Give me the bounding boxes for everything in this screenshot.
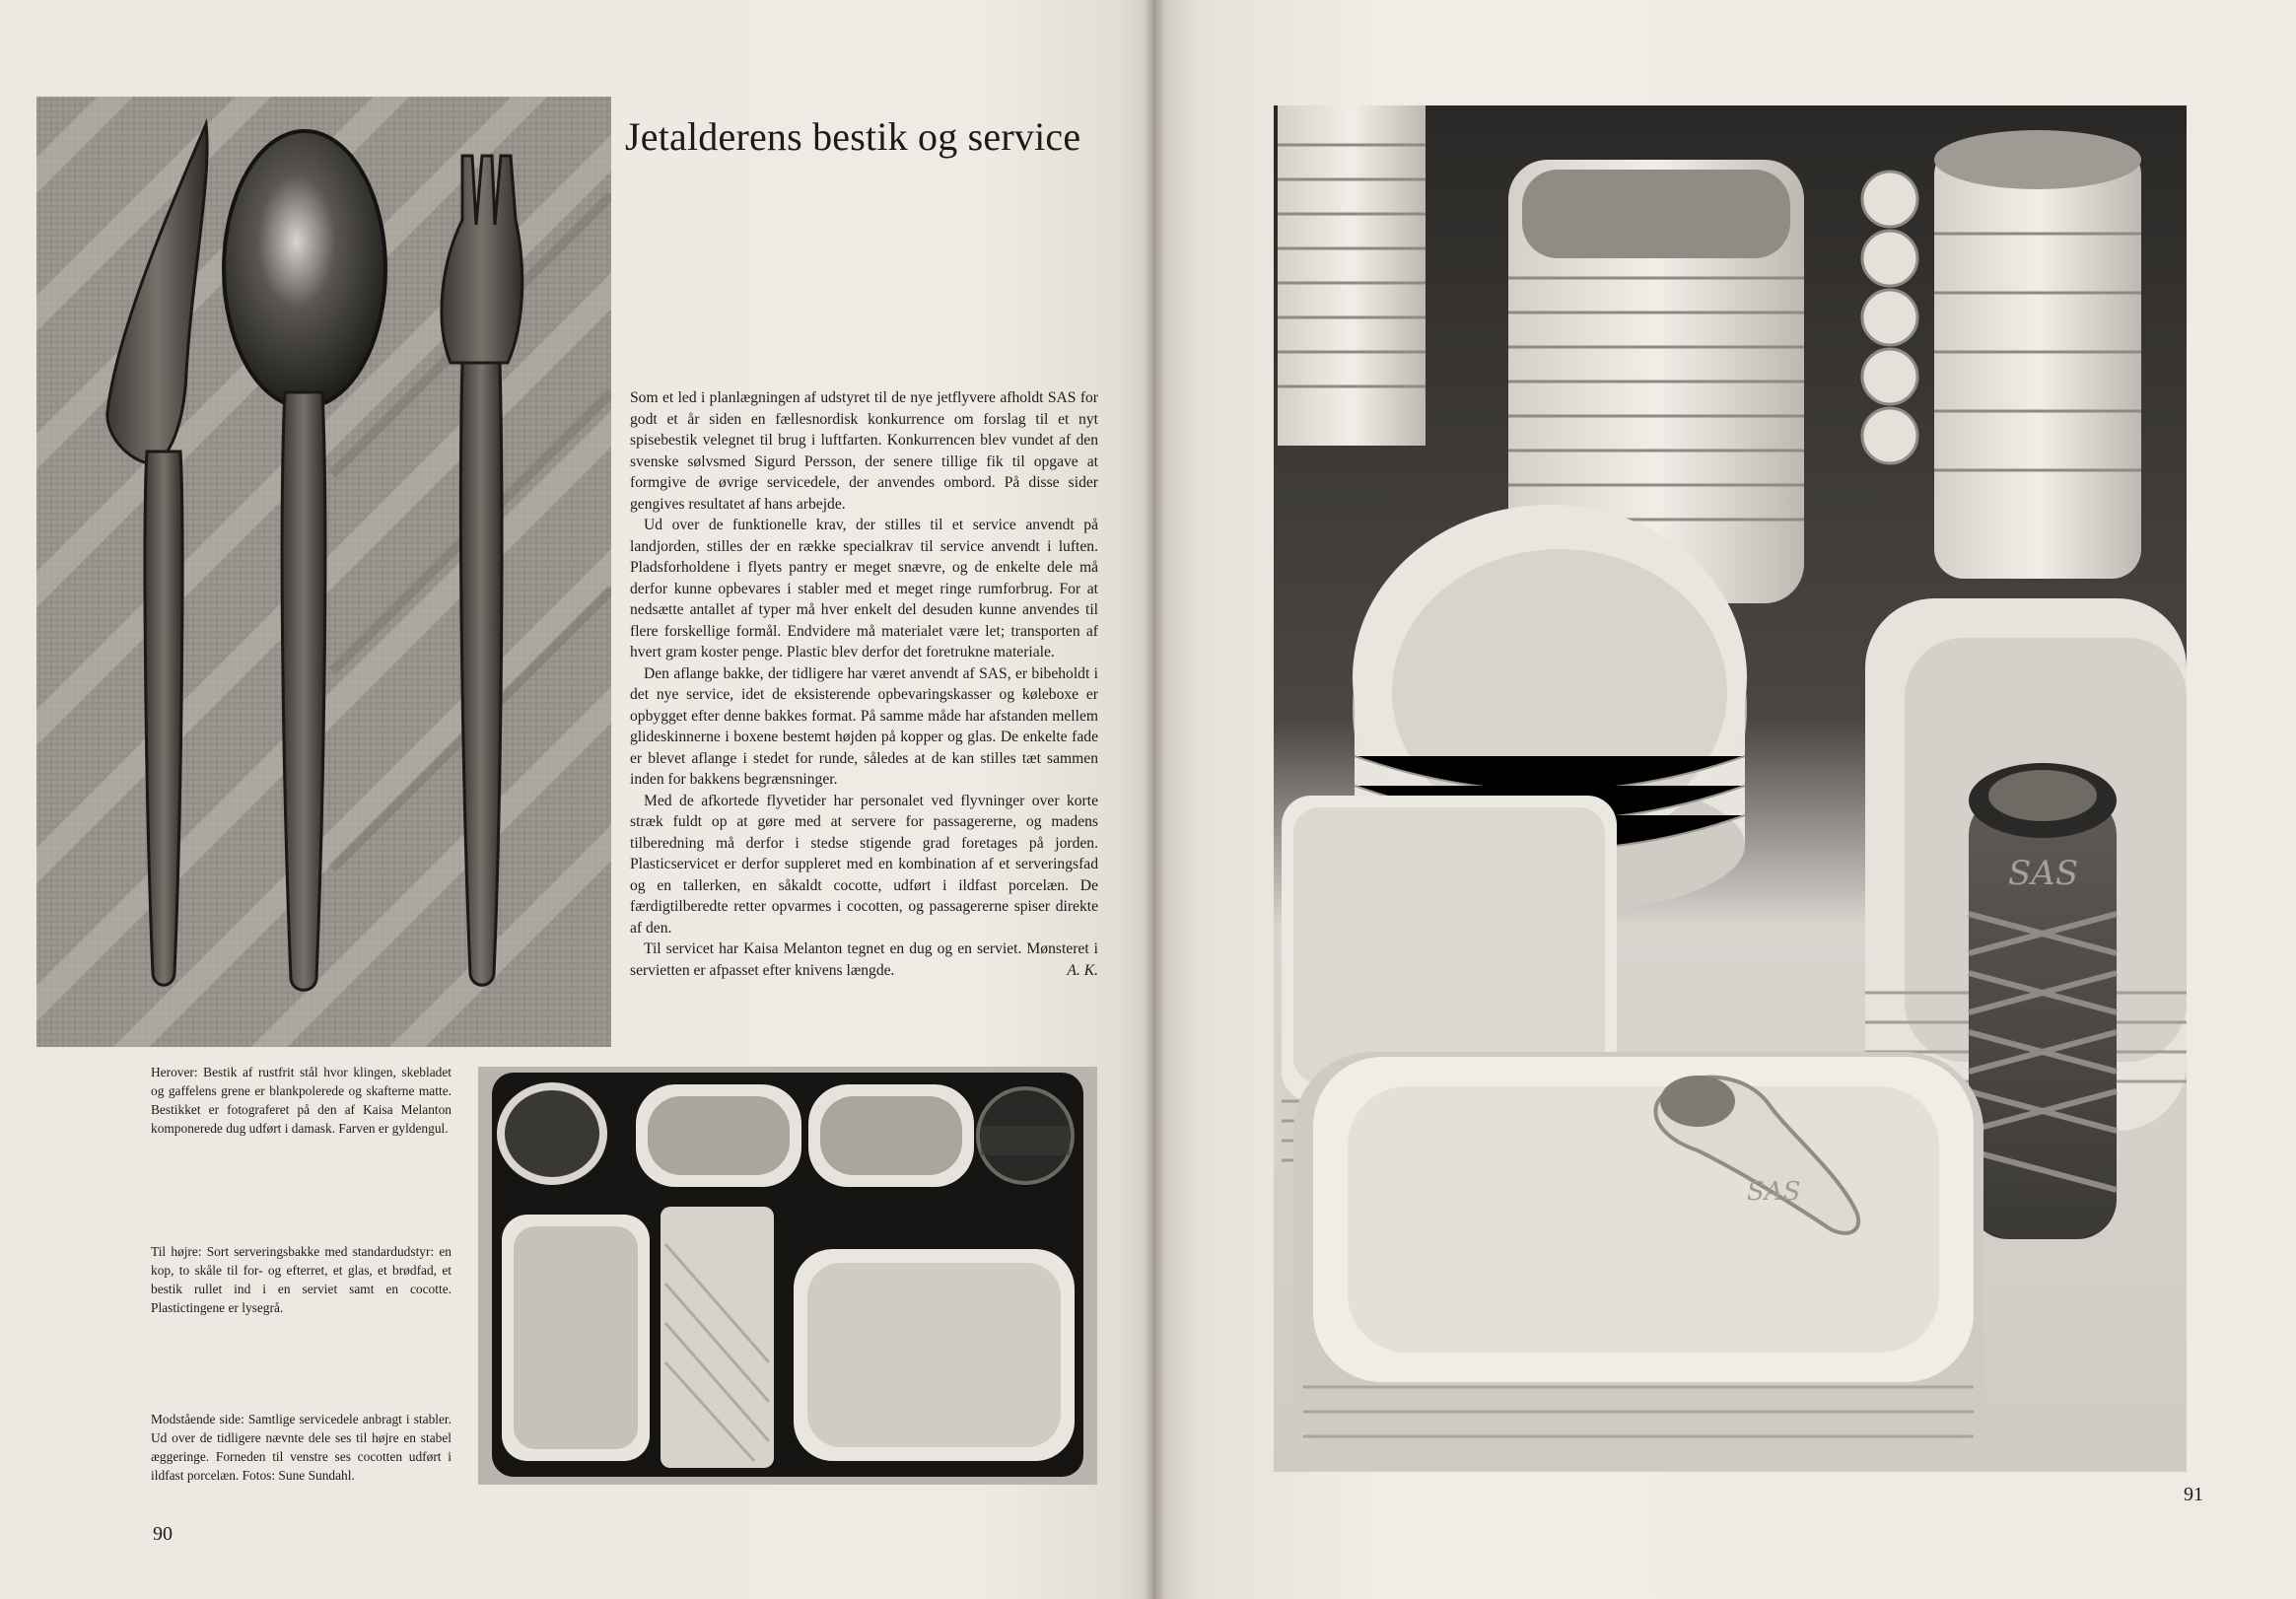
caption-tray: Til højre: Sort serveringsbakke med standardudstyr: en kop, to skåle til for- og efterret, et glas, et brødfad, et bestik rullet ind i en serviet samt en cocotte. Plastictingene er lysegrå.: [151, 1244, 452, 1315]
article-paragraph-text: Til servicet har Kaisa Melanton tegnet en dug og en serviet. Mønsteret i servietten er afpasset efter knivens længde.: [630, 940, 1098, 979]
sas-logo-ring: SAS: [2008, 854, 2079, 893]
article-paragraph: Ud over de funktionelle krav, der stilles til et service anvendt på landjorden, stilles der en række specialkrav til service anvendt i luften. Pladsforholdene i flyets pantry er meget snævre, og de enkelte dele må derfor kunne opbevares i stabler med et meget ringe rumforbrug. For at nedsætte antallet af typer må hver enkelt del desuden kunne anvendes til flere forskellige formål. Endvidere må materialet være let; transporten af hvert gram koster penge. Plastic blev derfor det foretrukne materiale.: [630, 517, 1098, 660]
article-paragraph: Med de afkortede flyvetider har personalet ved flyvninger over korte stræk fuldt op at gøre med at servere for passagererne, og madens tilberedning må derfor i stedse stigende grad foretages på jorden. Plasticservicet er derfor suppleret med en kombination af et serveringsfad og en tallerken, en såkaldt cocotte, udført i ildfast porcelæn. De færdigtilberedte retter opvarmes i cocotten, og passagererne spiser direkte af den.: [630, 792, 1098, 937]
page-number-left: 90: [153, 1523, 173, 1545]
article-paragraph: [630, 939, 1098, 981]
article-title: Jetalderens bestik og service: [625, 113, 1081, 159]
sas-logo-cocotte: SAS: [1747, 1177, 1801, 1207]
article-paragraph: Den aflange bakke, der tidligere har været anvendt af SAS, er bibeholdt i det nye service, idet de eksisterende opbevaringskasser og køleboxe er opbygget efter denne bakkes format. På samme måde har afstanden mellem glideskinnerne i boxene bestemt højden på kopper og glas. De enkelte fade er blevet aflange i stedet for runde, således at de kan stilles tæt sammen inden for bakkens begrænsninger.: [630, 664, 1098, 788]
cutlery-photo: [36, 97, 611, 1047]
author-signoff: A. K.: [1067, 961, 1098, 979]
caption-stacks: Modstående side: Samtlige servicedele anbragt i stabler. Ud over de tidligere nævnte dele ses til højre en stabel æggeringe. Forneden til venstre ses cocotten udført i ildfast porcelæn. Fotos: Sune Sundahl.: [151, 1412, 452, 1483]
book-gutter: [1144, 0, 1165, 1599]
serving-tray-photo: [478, 1067, 1097, 1485]
article-body: [630, 387, 1098, 981]
page-number-right: 91: [2184, 1484, 2203, 1505]
article-paragraph: Som et led i planlægningen af udstyret til de nye jetflyvere afholdt SAS for godt et år siden en fællesnordisk konkurrence om forslag til et nyt spisebestik velegnet til brug i luftfarten. Konkurrencen blev vundet af den svenske sølvsmed Sigurd Persson, der senere tillige fik til opgave at formgive de øvrige servicedele, der anvendes ombord. På disse sider gengives resultatet af hans arbejde.: [630, 389, 1098, 513]
caption-cutlery: Herover: Bestik af rustfrit stål hvor klingen, skebladet og gaffelens grene er blankpolerede og skafterne matte. Bestikket er fotograferet på den af Kaisa Melanton komponerede dug udført i damask. Farven er gyldengul.: [151, 1065, 452, 1136]
stacked-service-photo: [1274, 105, 2187, 1472]
